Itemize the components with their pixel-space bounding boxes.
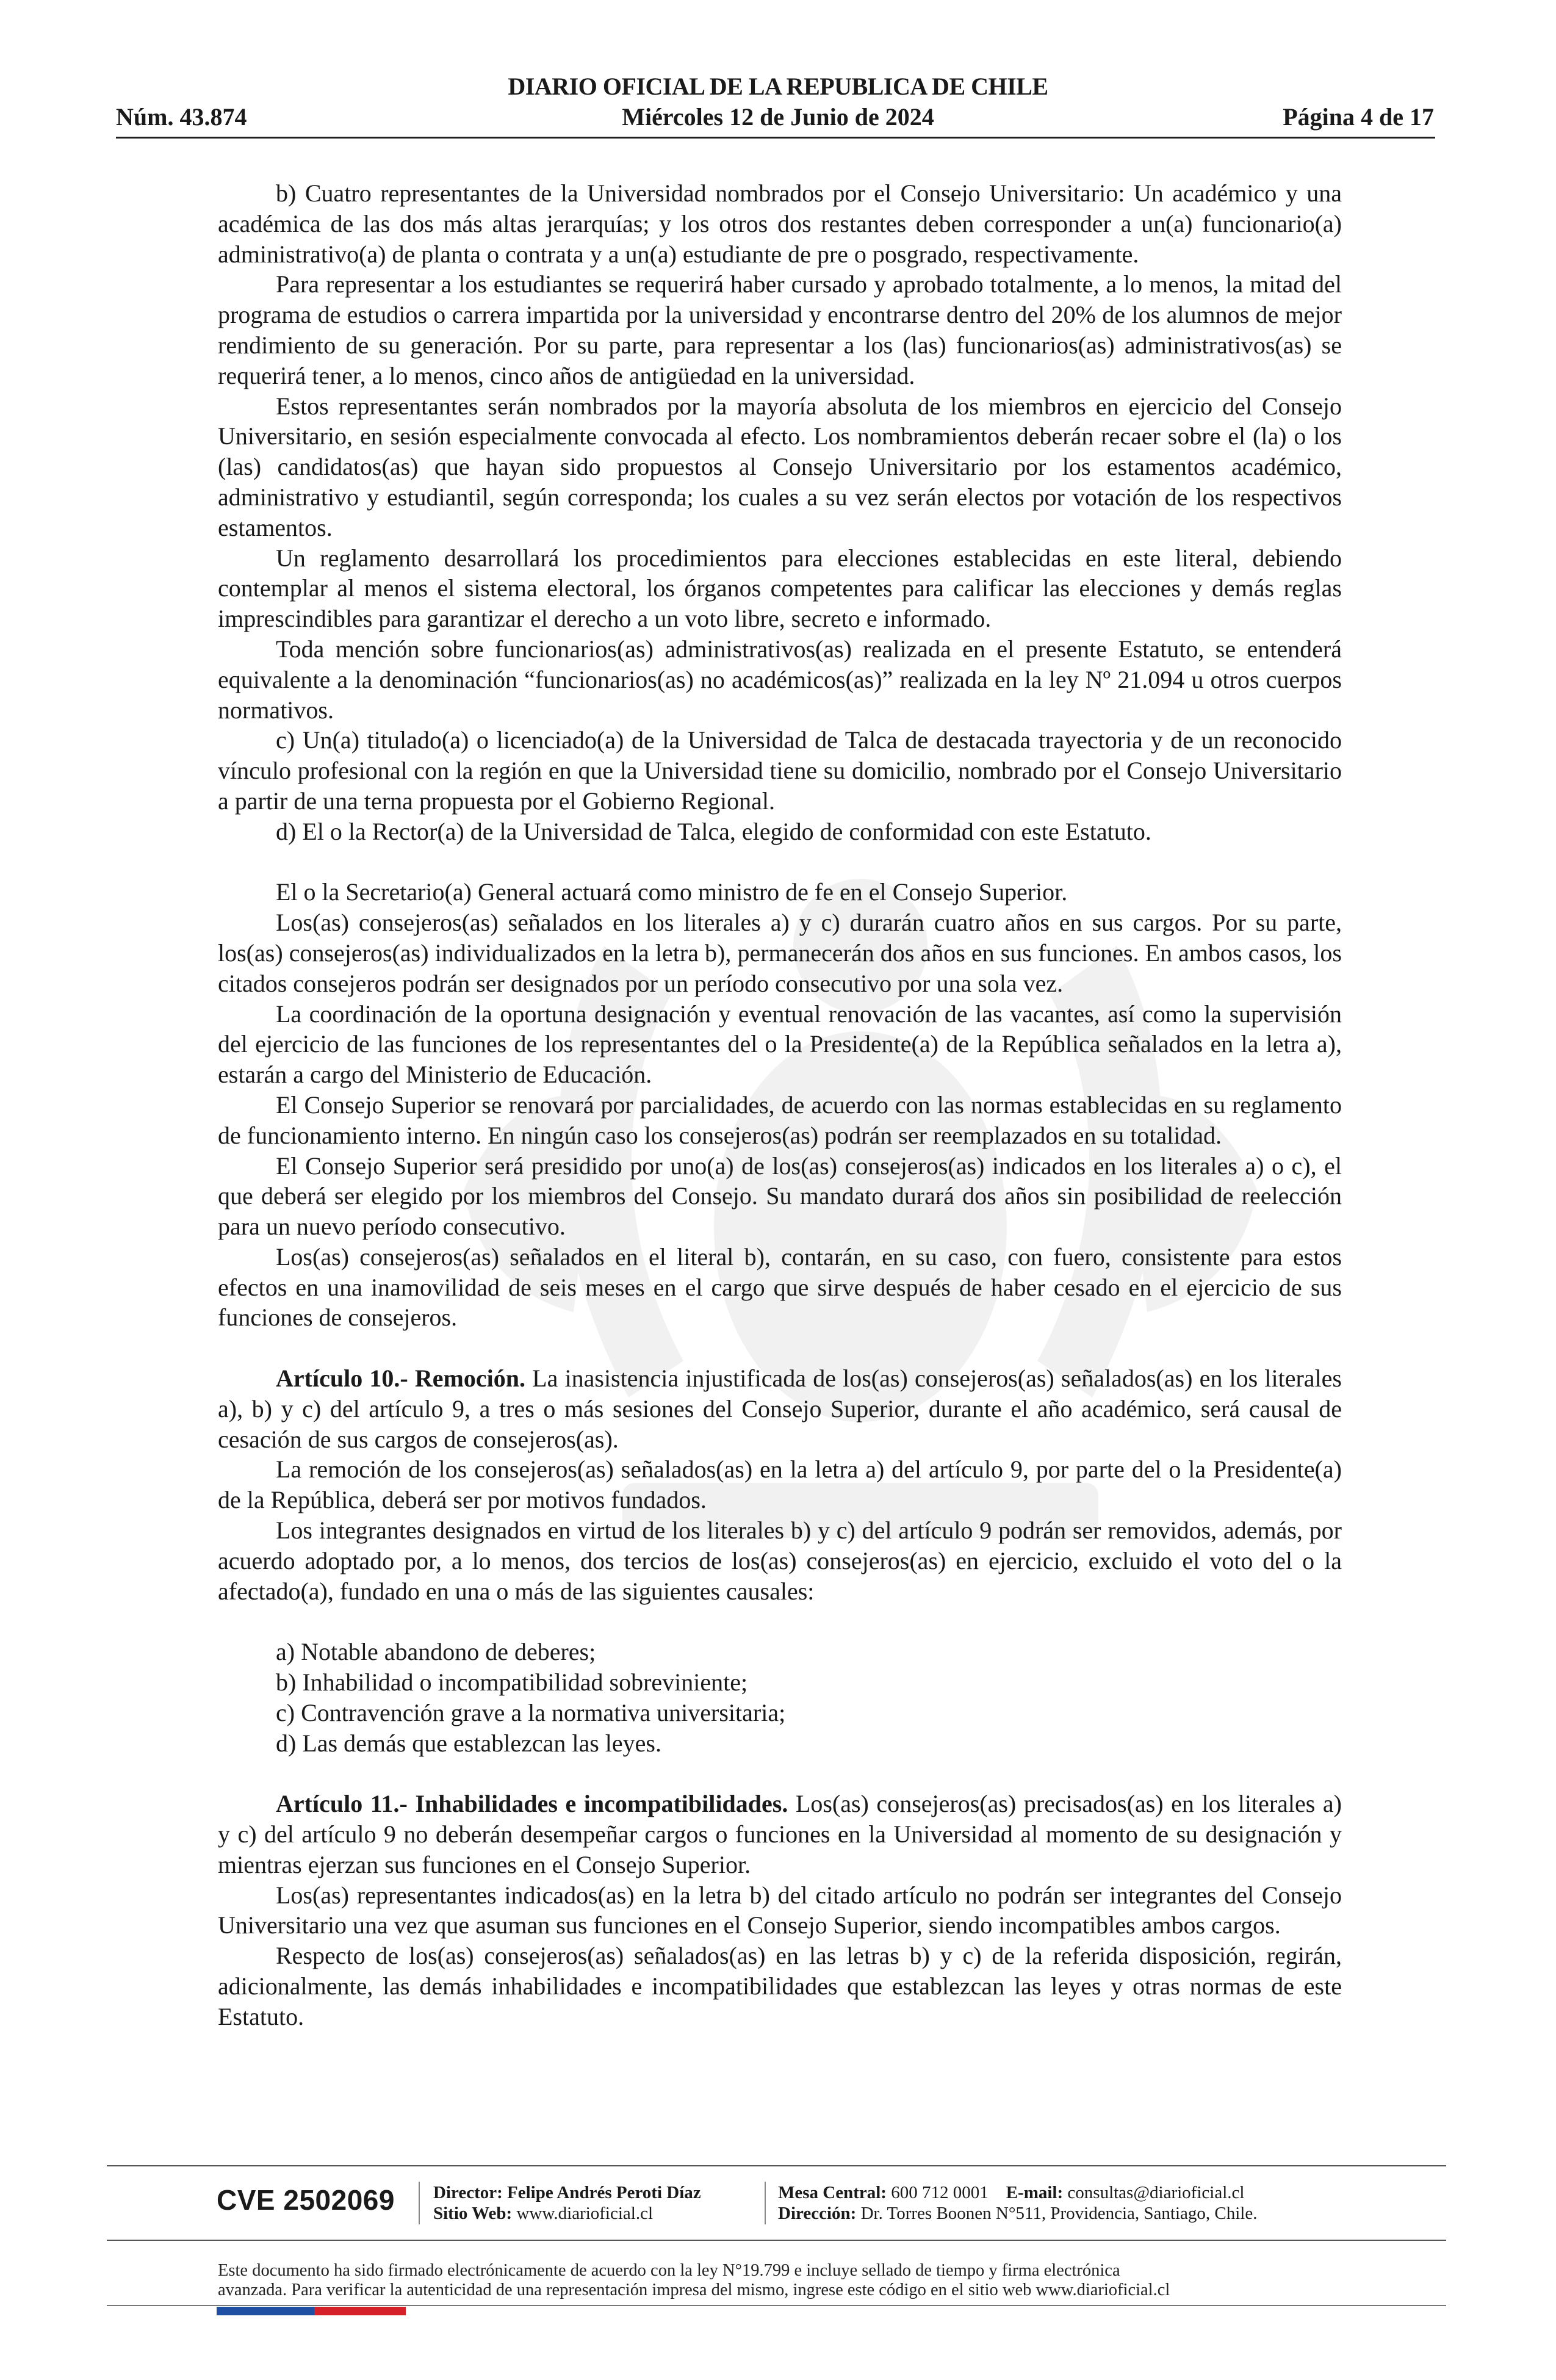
paragraph	[218, 1454, 1342, 1515]
paragraph-text: a) Notable abandono de deberes;	[276, 1638, 596, 1666]
email-label: E-mail:	[1006, 2183, 1064, 2202]
list-item	[218, 1667, 1342, 1698]
paragraph-text: c) Contravención grave a la normativa universitaria;	[276, 1698, 786, 1726]
paragraph-text: El Consejo Superior se renovará por parcialidades, de acuerdo con las normas establecidas en su reglamento de funcionamiento interno. En ningún caso los consejeros(as) podrán ser reemplazados en su totalidad.	[218, 1091, 1342, 1149]
footer-separator	[419, 2182, 420, 2224]
legal-notice	[218, 2261, 1328, 2300]
web-label: Sitio Web:	[433, 2204, 513, 2223]
paragraph	[218, 634, 1342, 725]
footer-divider-middle	[107, 2240, 1446, 2241]
paragraph-text: El o la Secretario(a) General actuará como ministro de fe en el Consejo Superior.	[276, 878, 1068, 906]
paragraph	[218, 999, 1342, 1090]
paragraph-text: La coordinación de la oportuna designación y eventual renovación de las vacantes, así como la supervisión del ejercicio de las funciones de los representantes del o la Presidente(a) de la República señalados en la letra a), estarán a cargo del Ministerio de Educación.	[218, 1000, 1342, 1089]
paragraph-text: Para representar a los estudiantes se requerirá haber cursado y aprobado totalmente, a lo menos, la mitad del programa de estudios o carrera impartida por la universidad y encontrarse dentro del 20% de los alumnos de mejor rendimiento de su generación. Por su parte, para representar a los (las) funcionarios(as) administrativos(as) se requerirá tener, a lo menos, cinco años de antigüedad en la universidad.	[218, 270, 1342, 389]
header-divider	[116, 137, 1435, 139]
list-item	[218, 1637, 1342, 1667]
paragraph-text: Los(as) consejeros(as) precisados(as) en los literales a) y c) del artículo 9 no deberán desempeñar cargos o funciones en la Universidad al momento de su designación y mientras ejerzan sus funciones en el Consejo Superior.	[218, 1790, 1342, 1878]
footer-divider-top	[107, 2165, 1446, 2166]
paragraph	[218, 1789, 1342, 1880]
footer-director-block	[433, 2182, 701, 2224]
web-link[interactable]: www.diarioficial.cl	[516, 2204, 654, 2223]
paragraph-text: b) Cuatro representantes de la Universidad nombrados por el Consejo Universitario: Un académico y una académica de las dos más altas jerarquías; y los otros dos restantes deben corresponder a un(a) funcionario(a) administrativo(a) de planta o contrata y a un(a) estudiante de pre o posgrado, respectivamente.	[218, 179, 1342, 268]
article-title: Artículo 11.- Inhabilidades e incompatibilidades.	[276, 1790, 788, 1818]
issue-date: Miércoles 12 de Junio de 2024	[622, 103, 934, 131]
paragraph	[218, 1515, 1342, 1606]
paragraph-text: La remoción de los consejeros(as) señalados(as) en la letra a) del artículo 9, por parte del o la Presidente(a) de la República, deberá ser por motivos fundados.	[218, 1455, 1342, 1514]
address-label: Dirección:	[778, 2204, 857, 2223]
paragraph	[218, 543, 1342, 634]
director-label: Director:	[433, 2183, 503, 2202]
director-name: Felipe Andrés Peroti Díaz	[507, 2183, 701, 2202]
paragraph-text: La inasistencia injustificada de los(as) consejeros(as) señalados(as) en los literales a), b) y c) del artículo 9, a tres o más sesiones del Consejo Superior, durante el año académico, será causal de cesación de sus cargos de consejeros(as).	[218, 1365, 1342, 1453]
publication-title: DIARIO OFICIAL DE LA REPUBLICA DE CHILE	[508, 73, 1048, 100]
paragraph	[218, 178, 1342, 269]
paragraph	[218, 877, 1342, 907]
page-indicator: Página 4 de 17	[1283, 103, 1434, 131]
document-body	[218, 178, 1342, 2032]
footer-contact-block	[778, 2182, 1257, 2224]
paragraph-text: d) Las demás que establezcan las leyes.	[276, 1729, 661, 1757]
paragraph	[218, 1242, 1342, 1333]
paragraph	[218, 391, 1342, 543]
article-title: Artículo 10.- Remoción.	[276, 1365, 525, 1393]
paragraph	[218, 1941, 1342, 2032]
paragraph-text: b) Inhabilidad o incompatibilidad sobreviniente;	[276, 1668, 748, 1697]
paragraph	[218, 907, 1342, 998]
paragraph	[218, 817, 1342, 847]
paragraph	[218, 1151, 1342, 1242]
paragraph-text: El Consejo Superior será presidido por uno(a) de los(as) consejeros(as) indicados en los literales a) o c), el que deberá ser elegido por los miembros del Consejo. Su mandato durará dos años sin posibilidad de reelección para un nuevo período consecutivo.	[218, 1152, 1342, 1241]
paragraph-text: Toda mención sobre funcionarios(as) administrativos(as) realizada en el presente Estatuto, se entenderá equivalente a la denominación “funcionarios(as) no académicos(as)” realizada en la ley Nº 21.094 u otros cuerpos normativos.	[218, 635, 1342, 724]
paragraph-text: d) El o la Rector(a) de la Universidad de Talca, elegido de conformidad con este Estatuto.	[276, 817, 1151, 845]
paragraph	[218, 1880, 1342, 1941]
flag-stripe-blue	[217, 2307, 314, 2315]
email-link[interactable]: consultas@diarioficial.cl	[1067, 2183, 1245, 2202]
paragraph-text: c) Un(a) titulado(a) o licenciado(a) de la Universidad de Talca de destacada trayectoria y de un reconocido vínculo profesional con la región en que la Universidad tiene su domicilio, nombrado por el Consejo Universitario a partir de una terna propuesta por el Gobierno Regional.	[218, 726, 1342, 815]
paragraph	[218, 1090, 1342, 1151]
paragraph	[218, 725, 1342, 816]
footer-divider-bottom	[107, 2305, 1446, 2306]
paragraph-text: Los integrantes designados en virtud de los literales b) y c) del artículo 9 podrán ser removidos, además, por acuerdo adoptado por, a lo menos, dos tercios de los(as) consejeros(as) en ejercicio, excluido el voto del o la afectado(a), fundado en una o más de las siguientes causales:	[218, 1516, 1342, 1605]
paragraph-text: Estos representantes serán nombrados por la mayoría absoluta de los miembros en ejercicio del Consejo Universitario, en sesión especialmente convocada al efecto. Los nombramientos deberán recaer sobre el (la) o los (las) candidatos(as) que hayan sido propuestos al Consejo Universitario por los estamentos académico, administrativo y estudiantil, según corresponda; los cuales a su vez serán electos por votación de los respectivos estamentos.	[218, 392, 1342, 541]
list-item	[218, 1728, 1342, 1759]
footer-separator	[765, 2182, 766, 2224]
address-value: Dr. Torres Boonen N°511, Providencia, Santiago, Chile.	[860, 2204, 1258, 2223]
paragraph-text: Los(as) representantes indicados(as) en la letra b) del citado artículo no podrán ser integrantes del Consejo Universitario una vez que asuman sus funciones en el Consejo Superior, siendo incompatibles ambos cargos.	[218, 1881, 1342, 1939]
list-item	[218, 1698, 1342, 1728]
paragraph	[218, 269, 1342, 391]
legal-notice-line: avanzada. Para verificar la autenticidad de una representación impresa del mismo, ingrese este código en el sitio web www.diarioficial.cl	[218, 2281, 1170, 2299]
paragraph-text: Los(as) consejeros(as) señalados en el literal b), contarán, en su caso, con fuero, consistente para estos efectos en una inamovilidad de seis meses en el cargo que sirve después de haber cesado en el ejercicio de sus funciones de consejeros.	[218, 1242, 1342, 1332]
legal-notice-line: Este documento ha sido firmado electrónicamente de acuerdo con la ley N°19.799 e incluye sellado de tiempo y firma electrónica	[218, 2261, 1120, 2280]
phone-label: Mesa Central:	[778, 2183, 887, 2202]
paragraph-text: Los(as) consejeros(as) señalados en los literales a) y c) durarán cuatro años en sus cargos. Por su parte, los(as) consejeros(as) individualizados en la letra b), permanecerán dos años en sus funciones. En ambos casos, los citados consejeros podrán ser designados por un período consecutivo por una sola vez.	[218, 909, 1342, 997]
flag-stripe-red	[314, 2307, 406, 2315]
issue-number: Núm. 43.874	[116, 103, 247, 131]
cve-code: CVE 2502069	[217, 2184, 395, 2216]
paragraph-text: Un reglamento desarrollará los procedimientos para elecciones establecidas en este literal, debiendo contemplar al menos el sistema electoral, los órganos competentes para calificar las elecciones y demás reglas imprescindibles para garantizar el derecho a un voto libre, secreto e informado.	[218, 544, 1342, 633]
paragraph	[218, 1363, 1342, 1454]
phone-value: 600 712 0001	[891, 2183, 989, 2202]
paragraph-text: Respecto de los(as) consejeros(as) señalados(as) en las letras b) y c) de la referida disposición, regirán, adicionalmente, las demás inhabilidades e incompatibilidades que establezcan las leyes y otras normas de este Estatuto.	[218, 1942, 1342, 2030]
